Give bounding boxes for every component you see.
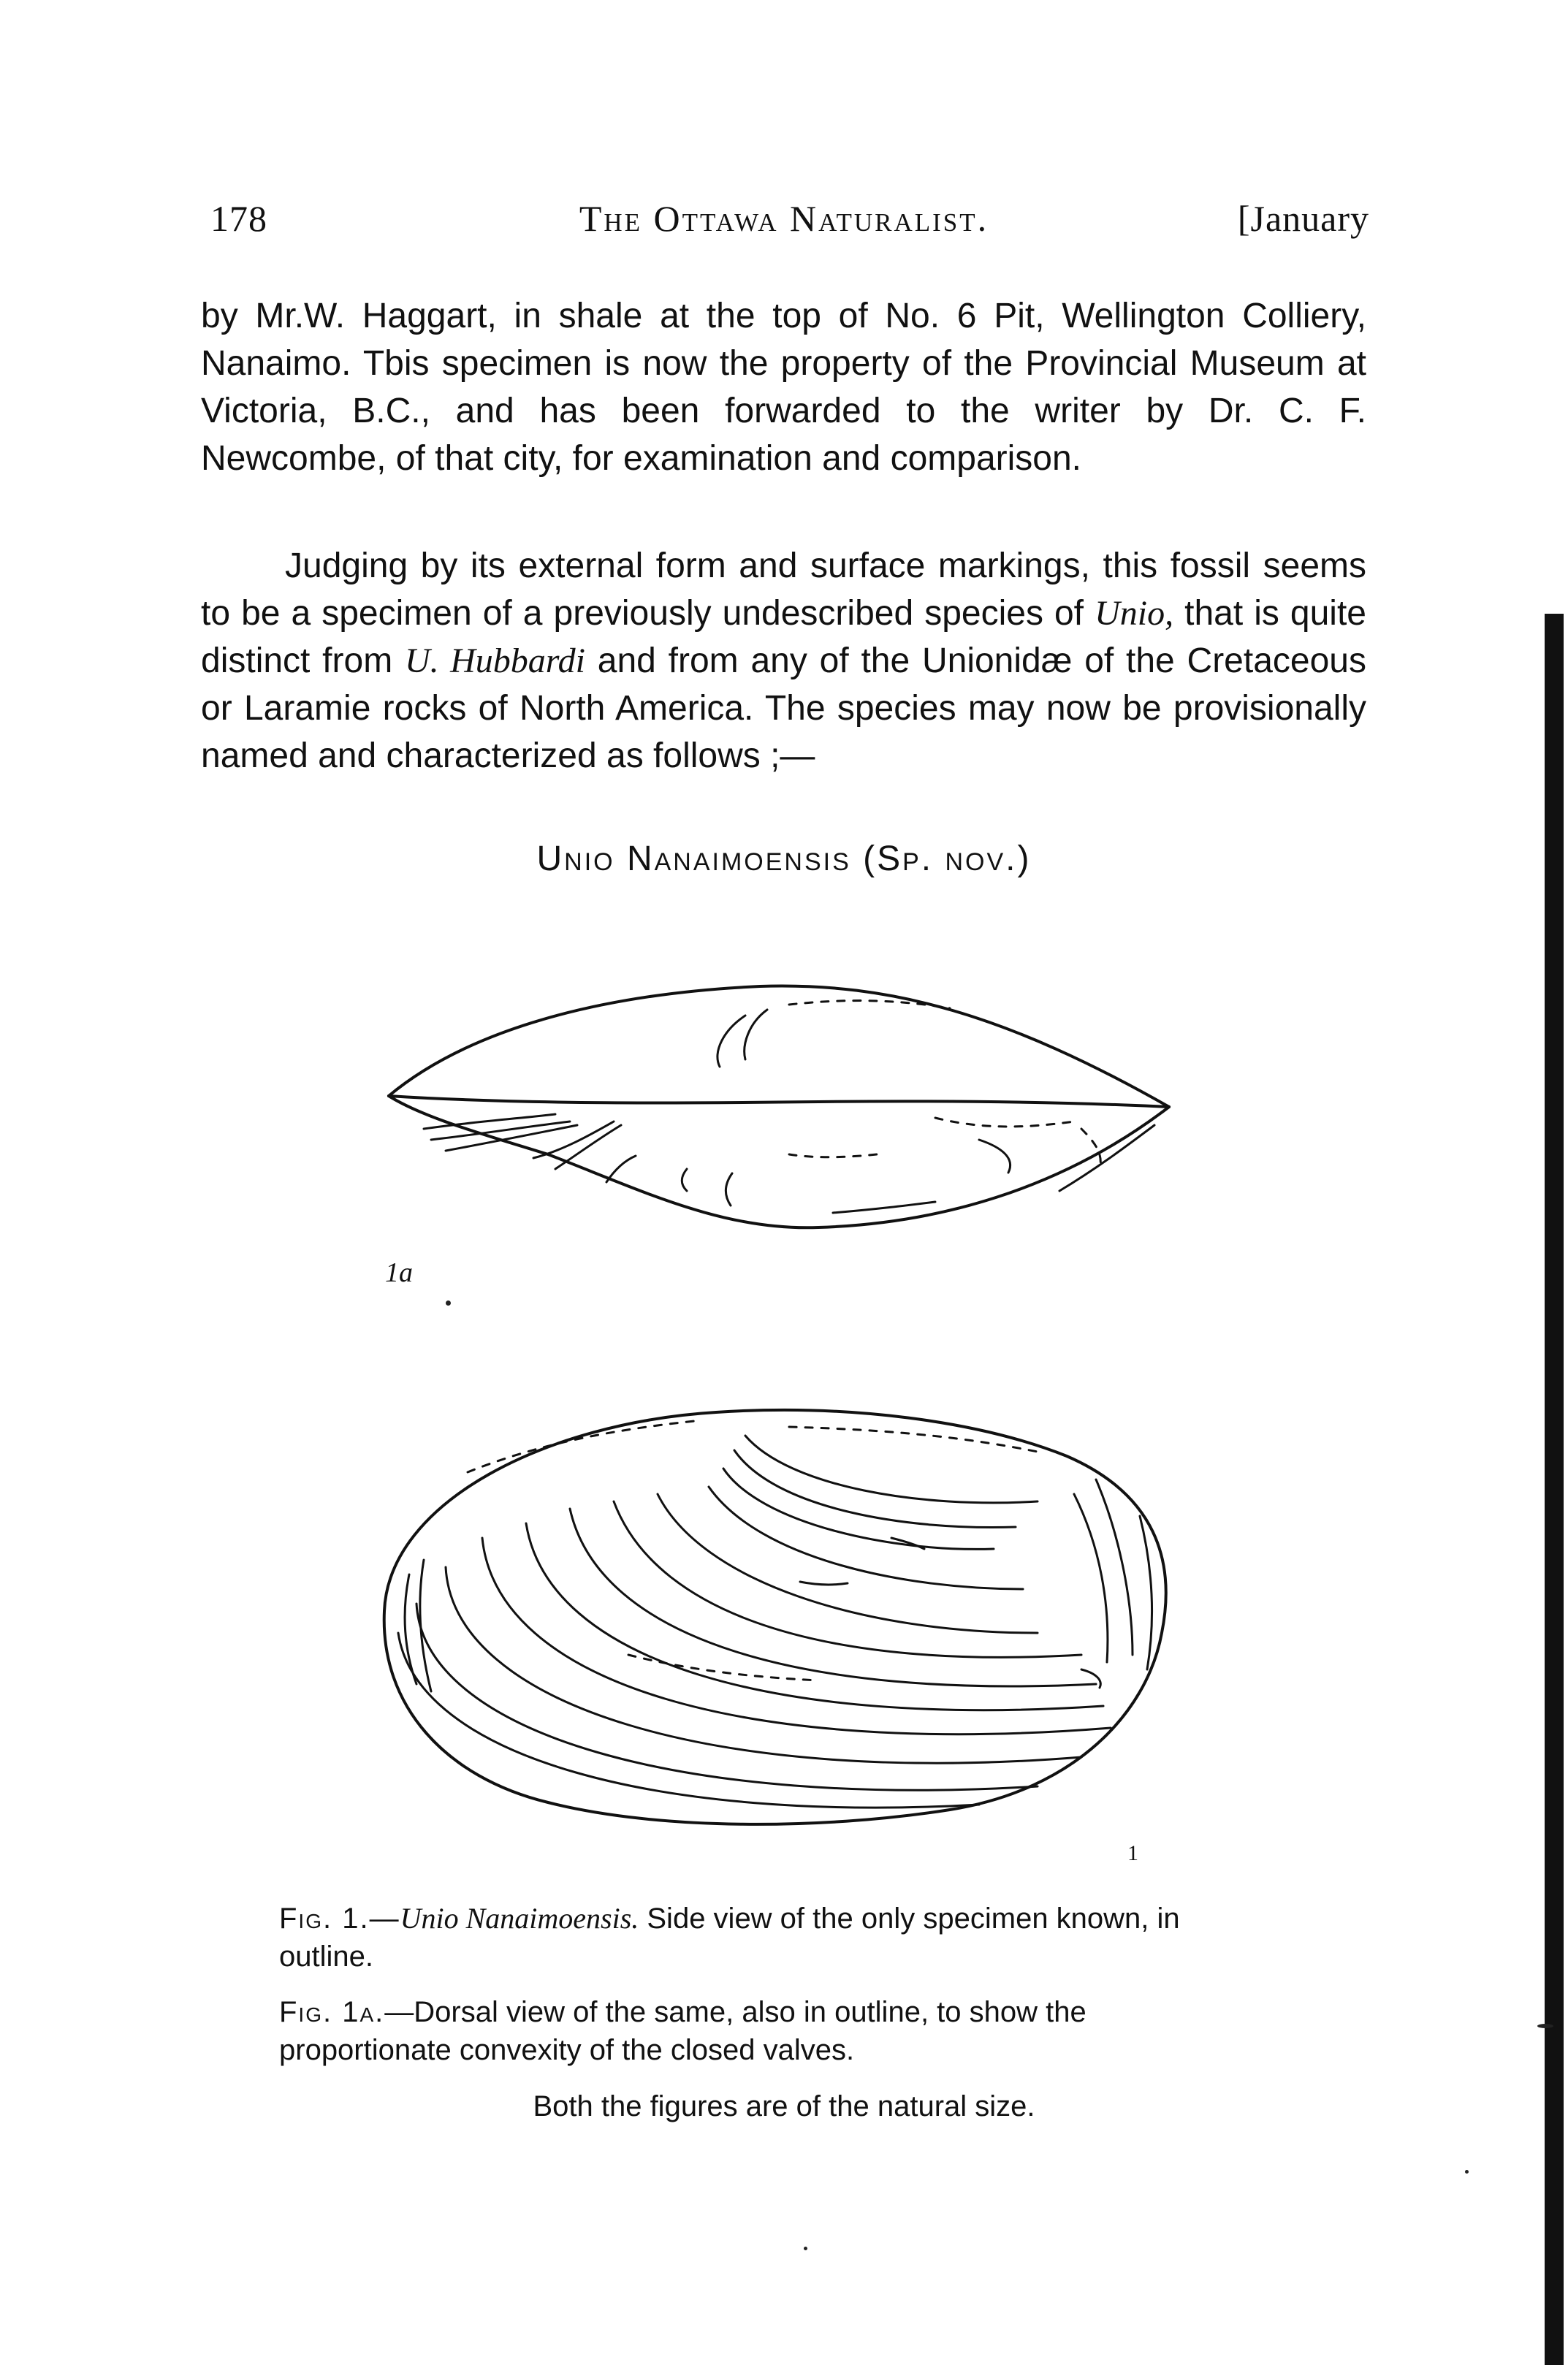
page-number: 178	[210, 198, 267, 239]
genus-name: Unio,	[1095, 594, 1174, 633]
paragraph-2-text-c: and from any of the Unionidæ of the Cretaceous or Laramie rocks of North America. The species may now be provisionally named and characterized as follows ;—	[201, 641, 1366, 775]
figure-1a-dorsal-view	[380, 972, 1198, 1264]
species-reference: U. Hubbardi	[404, 641, 585, 680]
figure-1-caption	[279, 1900, 1251, 1976]
figure-1-caption-species: Unio Nanaimoensis.	[400, 1902, 639, 1935]
figure-1-caption-text: Side view of the only specimen known, in outline.	[279, 1903, 1180, 1973]
page-edge-shadow	[1545, 614, 1564, 2365]
species-heading: Unio Nanaimoensis (Sp. nov.)	[536, 839, 1032, 878]
running-title: The Ottawa Naturalist.	[579, 198, 989, 239]
figure-1-label: 1	[1127, 1841, 1138, 1865]
figure-1-side-view	[380, 1392, 1184, 1837]
paragraph-2-text-b: that is quite distinct from	[201, 594, 1366, 680]
scan-speck	[446, 1300, 451, 1306]
figure-1-caption-prefix: Fig. 1.—	[279, 1903, 400, 1935]
running-month: [January	[1237, 198, 1369, 239]
paragraph-2	[201, 542, 1366, 780]
figure-1a-label: 1a	[385, 1257, 413, 1288]
figures-scale-note: Both the figures are of the natural size.	[533, 2090, 1035, 2122]
scan-speck	[804, 2247, 807, 2250]
scan-speck	[1537, 2024, 1553, 2028]
paragraph-1	[201, 292, 1366, 482]
figure-1a-caption	[279, 1993, 1251, 2069]
paragraph-1-text: by Mr.W. Haggart, in shale at the top of No. 6 Pit, Wellington Colliery, Nanaimo. Tbis specimen is now the property of the Provincial Museum at Victoria, B.C., and has been forwarded to the writer by Dr. C. F. Newcombe, of that city, for examination and comparison.	[201, 297, 1366, 478]
figure-1a-caption-text: —Dorsal view of the same, also in outline, to show the proportionate convexity of the closed valves.	[279, 1996, 1086, 2066]
paragraph-2-text-a: Judging by its external form and surface markings, this fossil seems to be a specimen of a previously undescribed species of	[201, 546, 1366, 633]
figure-1a-caption-prefix: Fig. 1a.	[279, 1996, 385, 2028]
scan-speck	[1465, 2170, 1469, 2174]
